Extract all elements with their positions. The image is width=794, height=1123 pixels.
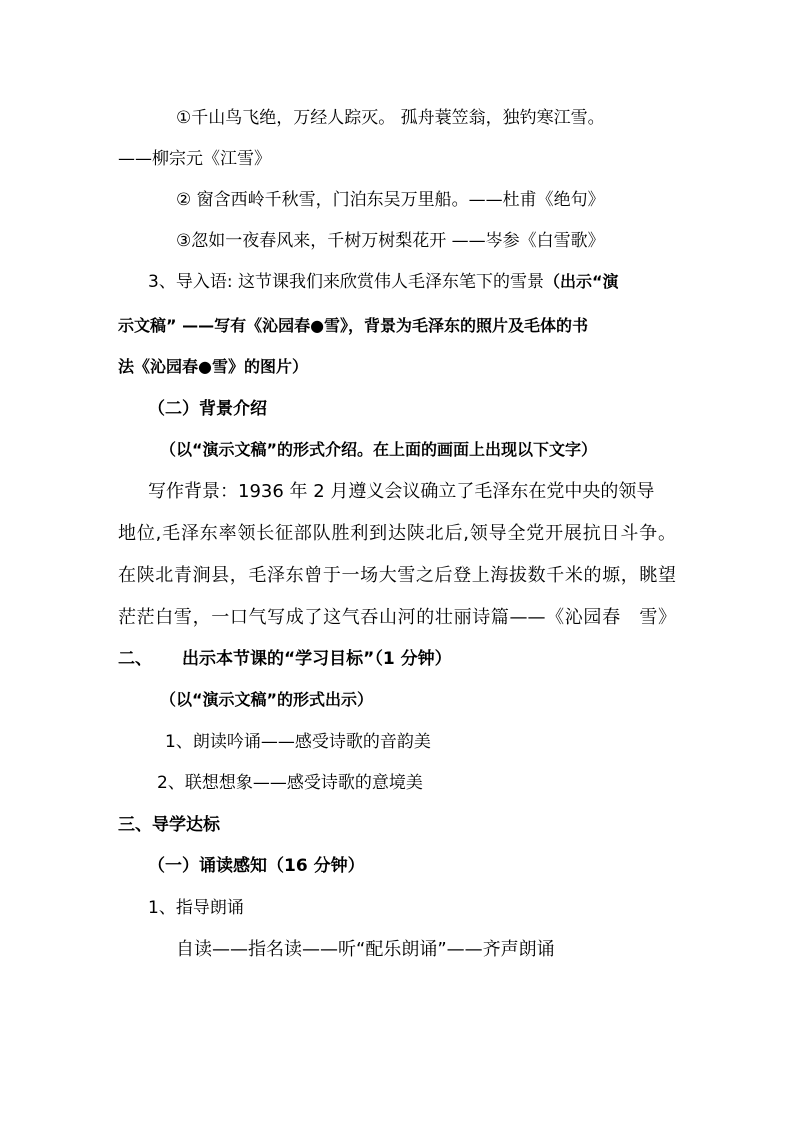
section-2-title: 出示本节课的“学习目标”（1 分钟） <box>182 649 452 669</box>
background-paragraph-line-2: 地位,毛泽东率领长征部队胜利到达陕北后,领导全党开展抗日斗争。 <box>118 523 676 544</box>
poem-line-3: ③忽如一夜春风来，千树万树梨花开 ——岑参《白雪歌》 <box>176 231 605 251</box>
section-3-title: 三、导学达标 <box>118 815 220 835</box>
intro-line-2: 示文稿” ——写有《沁园春●雪》，背景为毛泽东的照片及毛体的书 <box>118 316 589 335</box>
background-paragraph-line-3: 在陕北青涧县，毛泽东曾于一场大雪之后登上海拔数千米的塬，眺望 <box>118 565 676 586</box>
intro-line-3: 法《沁园春●雪》的图片） <box>118 357 308 376</box>
reading-steps: 自读——指名读——听“配乐朗诵”——齐声朗诵 <box>176 939 555 960</box>
section-3-item-1: 1、指导朗诵 <box>148 898 244 918</box>
intro-line-1 <box>148 274 618 291</box>
background-note: （以“演示文稿”的形式介绍。在上面的画面上出现以下文字） <box>160 440 598 459</box>
intro-bold-1: （出示“演 <box>543 272 619 291</box>
intro-prefix: 3、导入语: 这节课我们来欣赏伟人毛泽东笔下的雪景 <box>148 272 544 292</box>
background-heading: （二）背景介绍 <box>148 399 267 419</box>
learning-goal-1: 1、朗读吟诵——感受诗歌的音韵美 <box>165 732 431 752</box>
section-2-number: 二、 <box>118 649 152 669</box>
poem-line-1: ①千山鸟飞绝，万经人踪灭。 孤舟蓑笠翁，独钓寒江雪。 <box>176 108 605 128</box>
poem-line-2: ② 窗含西岭千秋雪，门泊东吴万里船。——杜甫《绝句》 <box>176 190 605 210</box>
poem-line-1-source: ——柳宗元《江雪》 <box>118 149 271 169</box>
learning-goal-2: 2、联想想象——感受诗歌的意境美 <box>157 773 423 793</box>
background-paragraph-line-4: 茫茫白雪，一口气写成了这气吞山河的壮丽诗篇——《沁园春 雪》 <box>118 607 676 628</box>
background-paragraph-line-1: 写作背景：1936 年 2 月遵义会议确立了毛泽东在党中央的领导 <box>148 481 655 502</box>
section-3-subsection-1: （一）诵读感知（16 分钟） <box>148 856 365 876</box>
section-2-note: （以“演示文稿”的形式出示） <box>160 690 374 709</box>
